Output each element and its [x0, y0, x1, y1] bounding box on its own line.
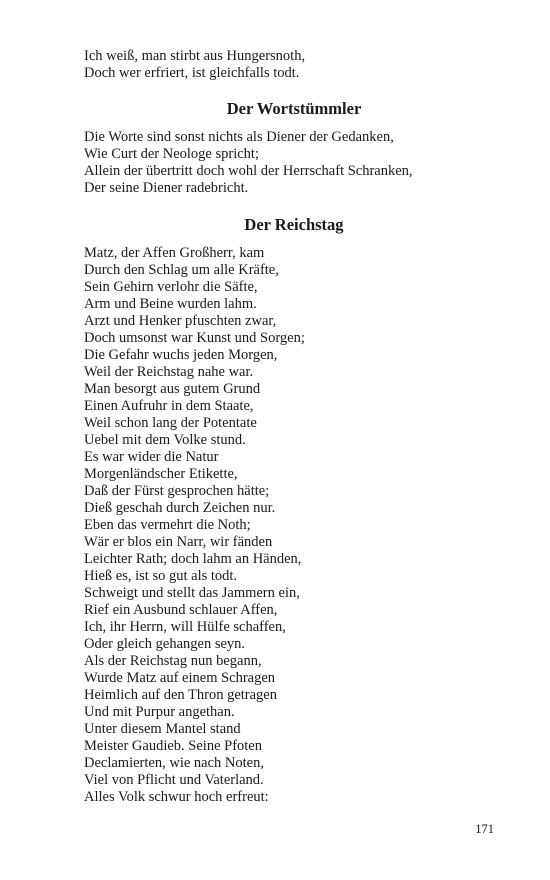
verse-line: Viel von Pflicht und Vaterland.	[84, 772, 264, 788]
verse-line: Meister Gaudieb. Seine Pfoten	[84, 738, 262, 754]
verse-line: Rief ein Ausbund schlauer Affen,	[84, 602, 278, 618]
verse-line: Doch wer erfriert, ist gleichfalls todt.	[84, 65, 300, 81]
verse-line: Allein der übertritt doch wohl der Herrschaft Schranken,	[84, 163, 413, 179]
verse-line: Heimlich auf den Thron getragen	[84, 687, 277, 703]
verse-line: Arzt und Henker pfuschten zwar,	[84, 313, 277, 329]
poem-title-reichstag: Der Reichstag	[244, 215, 344, 234]
verse-line: Oder gleich gehangen seyn.	[84, 636, 246, 652]
verse-line: Ich weiß, man stirbt aus Hungersnoth,	[84, 48, 306, 64]
verse-line: Weil der Reichstag nahe war.	[84, 364, 254, 380]
verse-line: Matz, der Affen Großherr, kam	[84, 245, 265, 261]
verse-line: Man besorgt aus gutem Grund	[84, 381, 261, 397]
verse-line: Daß der Fürst gesprochen hätte;	[84, 483, 270, 499]
verse-line: Wurde Matz auf einem Schragen	[84, 670, 276, 686]
verse-line: Der seine Diener radebricht.	[84, 180, 249, 196]
poem-wortstuemmler	[84, 129, 484, 197]
verse-line: Einen Aufruhr in dem Staate,	[84, 398, 254, 414]
verse-line: Ich, ihr Herrn, will Hülfe schaffen,	[84, 619, 286, 635]
verse-line: Es war wider die Natur	[84, 449, 219, 465]
verse-line: Hieß es, ist so gut als todt.	[84, 568, 238, 584]
verse-line: Dieß geschah durch Zeichen nur.	[84, 500, 276, 516]
poem-title-wortstuemmler: Der Wortstümmler	[226, 99, 362, 118]
verse-line: Und mit Purpur angethan.	[84, 704, 235, 720]
page-body	[84, 48, 484, 806]
verse-line: Weil schon lang der Potentate	[84, 415, 257, 431]
verse-line: Die Worte sind sonst nichts als Diener der Gedanken,	[84, 129, 394, 145]
verse-line: Als der Reichstag nun begann,	[84, 653, 262, 669]
verse-line: Morgenländscher Etikette,	[84, 466, 238, 482]
verse-line: Schweigt und stellt das Jammern ein,	[84, 585, 300, 601]
verse-line: Eben das vermehrt die Noth;	[84, 517, 251, 533]
verse-line: Alles Volk schwur hoch erfreut:	[84, 789, 269, 805]
verse-line: Leichter Rath; doch lahm an Händen,	[84, 551, 302, 567]
verse-line: Wie Curt der Neologe spricht;	[84, 146, 259, 162]
verse-line: Unter diesem Mantel stand	[84, 721, 241, 737]
verse-line: Doch umsonst war Kunst und Sorgen;	[84, 330, 305, 346]
page-number: 171	[475, 822, 494, 836]
verse-line: Uebel mit dem Volke stund.	[84, 432, 246, 448]
verse-line: Die Gefahr wuchs jeden Morgen,	[84, 347, 278, 363]
poem-reichstag	[84, 245, 484, 806]
verse-line: Sein Gehirn verlohr die Säfte,	[84, 279, 258, 295]
verse-line: Durch den Schlag um alle Kräfte,	[84, 262, 279, 278]
verse-line: Arm und Beine wurden lahm.	[84, 296, 257, 312]
opening-stanza	[84, 48, 484, 82]
verse-line: Declamierten, wie nach Noten,	[84, 755, 264, 771]
verse-line: Wär er blos ein Narr, wir fänden	[84, 534, 273, 550]
